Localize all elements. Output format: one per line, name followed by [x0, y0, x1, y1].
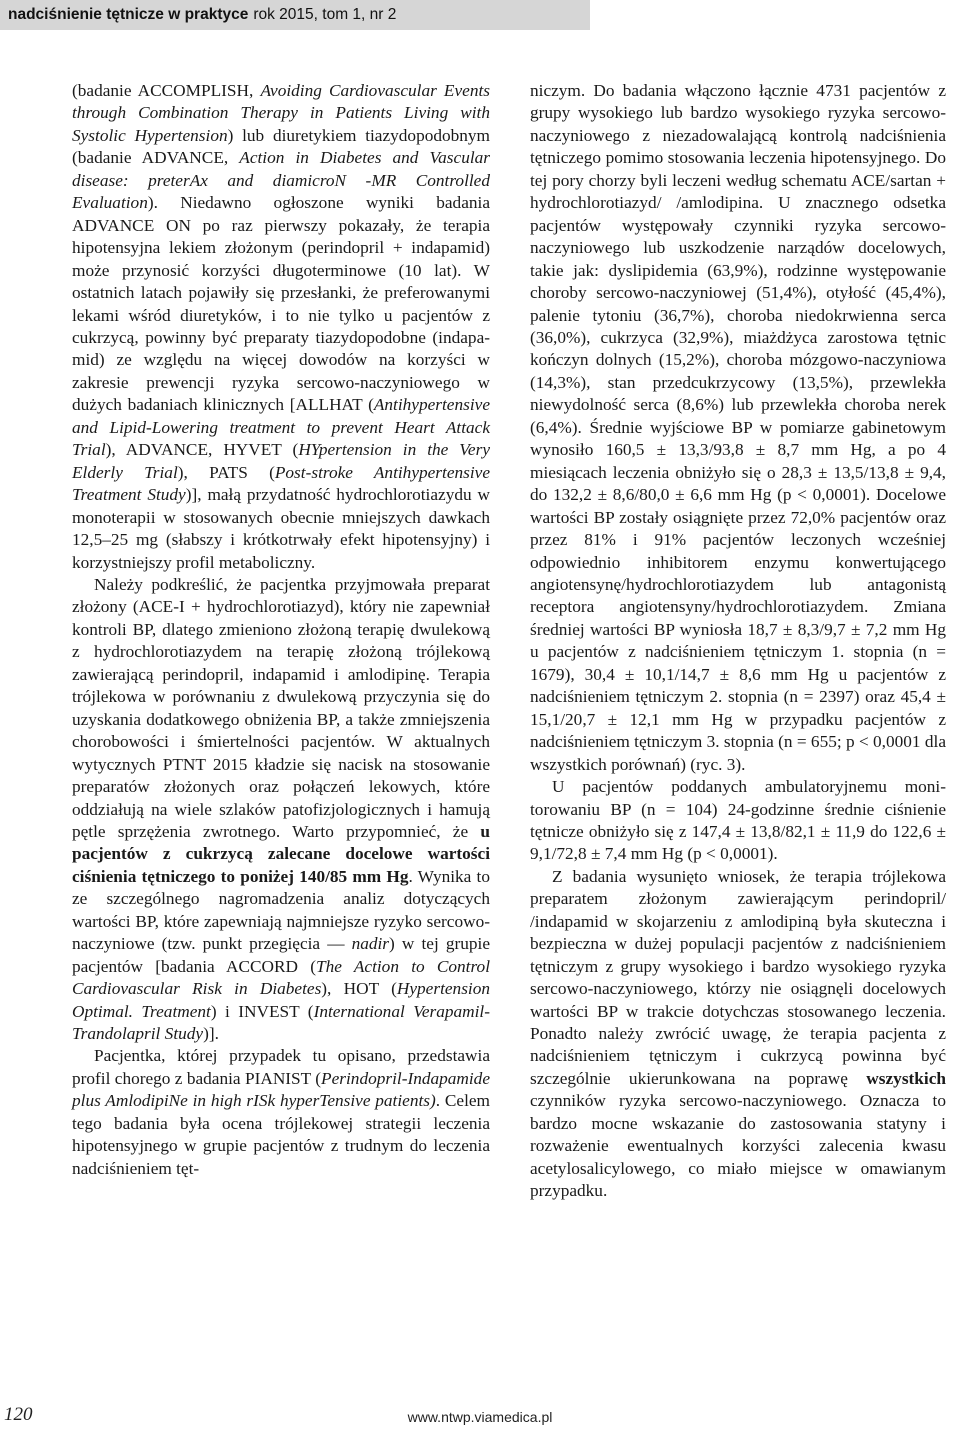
text-run: . Wynika to ze szczególnego nagromadzenia analiz dotyczących wartości BP, które zapewniają najmniejsze ryzyko sercowo-naczyniowe (tzw. punkt przegięcia — [72, 866, 490, 954]
paragraph [72, 574, 490, 1046]
text-run: )]. [203, 1024, 219, 1044]
text-run: ), PATS ( [177, 462, 275, 482]
bold-run: u pacjentów z cukrzycą zalecane docelowe wartości ciśnienia tętniczego to poniżej 140/85 mm Hg [72, 821, 490, 886]
issue-info: rok 2015, tom 1, nr 2 [253, 6, 397, 23]
italic-run: Action in Diabetes and Vascular disease: preterAx and diamicroN -MR Controlled Evaluation [72, 148, 491, 213]
text-run: ), HOT ( [321, 979, 397, 999]
paragraph [72, 1045, 490, 1180]
text-run: Z badania wysunięto wniosek, że terapia trójlekowa preparatem złożonym zawierającym perindopril/ /indapamid w skojarzeniu z amlodipiną była skuteczna i bezpieczna w dużej populacji pacjentów z nadciśnieniem tętniczym z grupy wysokiego i bardzo wysokiego ryzyka sercowo-naczyniowego, którzy nie osiągnęli docelowych wartości BP w trakcie dotychczas stosowanego leczenia. Ponadto należy zwrócić uwagę, że terapia pacjenta z nadciśnieniem tętniczym i cukrzycą powinna być szczególnie ukierunkowana na poprawę [530, 866, 946, 1088]
text-run: czynników ryzyka sercowo-naczyniowego. Oznacza to bardzo mocne wskazanie do zastosowania statyny i rozważenie ewentualnych korzyści zalecenia kwasu acetylosalicylowego, co miało miejsce w omawianym przypadku. [530, 1091, 946, 1201]
paragraph [72, 80, 490, 574]
italic-run: Hypertension Optimal. Treatment [72, 979, 490, 1021]
italic-run: The Action to Control Cardiovascular Risk in Diabetes [72, 956, 490, 999]
bold-run: wszystkich [866, 1068, 946, 1088]
text-run: ) lub diuretykiem tiazydopodobnym (badanie ADVANCE, [72, 125, 490, 168]
journal-title: nadciśnienie tętnicze w praktyce [8, 6, 249, 23]
italic-run: Antihypertensive and Lipid-Lowering treatment to prevent Heart Attack Trial [72, 395, 490, 460]
right-column [530, 80, 946, 1203]
paragraph: niczym. Do badania włączono łącznie 4731 pacjentów z grupy wysokiego lub bardzo wysokiego ryzyka sercowo-naczyniowego z niezadowalającą kontrolą nadciśnienia tętniczego pomimo stosowania leczenia hipotensyjnego. Do tej pory chorzy byli leczeni według schematu ACE/sartan + hydrochlorotiazyd/ /amlodipina. U znacznego odsetka pacjentów występowały czynniki ryzyka sercowo-naczyniowego lub uszkodzenie narządów docelowych, takie jak: dyslipidemia (63,9%), rodzinne występowanie choroby sercowo-naczyniowej (51,4%), otyłość (45,4%), palenie tytoniu (36,7%), choroba niedokrwienna serca (36,0%), cukrzyca (32,9%), miażdżyca zarostowa tętnic kończyn dolnych (15,2%), choroba mózgowo-naczyniowa (14,3%), stan przedcukrzycowy (13,5%), przewlekła niewydolność serca (8,6%) lub przewlekła choroba nerek (6,4%). Średnie wyjściowe BP w pomiarze gabinetowym wynosiło 160,5 ± 13,3/93,8 ± 8,7 mm Hg, a po 4 miesiącach leczenia obniżyło się o 28,3 ± 13,5/13,8 ± 9,4, do 132,2 ± 8,6/80,0 ± 6,6 mm Hg (p < 0,0001). Docelowe wartości BP zostały osiągnięte przez 72,0% pacjentów oraz przez 81% i 91% pacjentów leczonych wcześniej odpowiednio inhibitorem enzymu konwertującego angiotensynę/hydrochlorotiazydem lub antagonistą receptora angiotensyny/hydrochlorotiazydem. Zmiana średniej wartości BP wyniosła 18,7 ± 8,3/9,7 ± 7,2 mm Hg u pacjentów z nadciśnieniem tętniczym 1. stopnia (n = 1679), 30,4 ± 10,1/14,7 ± 8,6 mm Hg u pacjentów z nadciśnieniem tętniczym 2. stopnia (n = 2397) oraz 45,4 ± 15,1/20,7 ± 12,1 mm Hg w przypadku pacjentów z nadciśnieniem tętniczym 3. stopnia (n = 655; p < 0,0001 dla wszystkich porównań) (ryc. 3). [530, 81, 946, 774]
page-number: 120 [4, 1404, 33, 1425]
italic-run: HYpertension in the Very Elderly Trial [72, 440, 491, 482]
italic-run: Perindopril-Indapamide plus AmlodipiNe in high rISk hyperTensive patients) [72, 1068, 490, 1111]
italic-run: nadir [351, 934, 390, 954]
italic-run: International Verapamil-Trandolapril Study [72, 1001, 490, 1044]
italic-run: Avoiding Cardiovascular Events through Combination Therapy in Patients Living with Systolic Hypertension [72, 81, 490, 145]
text-run: . Celem tego badania była ocena trójlekowej strategii leczenia hipotensyjnego w grupie pacjentów z trudnym do leczenia nadciśnieniem tęt- [72, 1091, 490, 1178]
left-column [72, 80, 490, 1180]
text-run: ) i INVEST ( [210, 1001, 314, 1021]
italic-run: Post-stroke Antihypertensive Treatment Study [72, 462, 490, 505]
paragraph [530, 866, 946, 1203]
paragraph: U pacjentów poddanych ambulatoryjnemu monitorowaniu BP (n = 104) 24-godzinne średnie ciśnienie tętnicze obniżyło się z 147,4 ± 13,8/82,1 ± 11,9 do 122,6 ± 9,1/72,8 ± 7,4 mm Hg (p < 0,0001). [530, 777, 946, 864]
text-run: ), ADVANCE, HYVET ( [105, 440, 299, 460]
text-run: )], małą przydatność hydrochlorotiazydu w monoterapii w stosowanych obecnie mniejszych dawkach 12,5–25 mg (słabszy i krótkotrwały efekt hipotensyjny) i korzystniejszy profil metaboliczny. [72, 485, 490, 572]
text-run: (badanie ACCOMPLISH, [72, 81, 261, 100]
text-run: ) w tej grupie pacjentów [badania ACCORD ( [72, 934, 490, 976]
journal-url: www.ntwp.viamedica.pl [407, 1409, 553, 1425]
running-header [0, 0, 590, 30]
text-run: Należy podkreślić, że pacjentka przyjmowała preparat złożony (ACE-I + hydrochlorotiazyd), który nie zapewniał kontroli BP, dlatego zmieniono złożoną terapię dwulekową z hydrochlorotiazydem na terapię złożoną trójlekową zawierającą perindopril, indapamid i amlodipinę. Terapia trójlekowa w porównaniu z dwulekową przyczynia się do uzyskania dodatkowego obniżenia BP, a także zmniejszenia chorobowości i śmiertelności pacjentów. W aktualnych wytycznych PTNT 2015 kładzie się nacisk na stosowanie preparatów złożonych oraz połączeń lekowych, które oddziałują na wiele szlaków patofizjologicznych i hamują pętle sprzężenia zwrotnego. Warto przypomnieć, że [72, 574, 490, 841]
text-run: Pacjentka, której przypadek tu opisano, przedstawia profil chorego z badania PIANIST ( [72, 1046, 490, 1088]
text-run: ). Niedawno ogłoszone wyniki badania ADVANCE ON po raz pierwszy pokazały, że terapia hipotensyjna lekiem złożonym (perindopril + indapamid) może przynosić korzyści długoterminowe (10 lat). W ostatnich latach pojawiły się przesłanki, że preferowanymi lekami wśród diuretyków, i to nie tylko u pacjentów z cukrzycą, powinny być preparaty tiazydopodobne (indapamid) ze względu na więcej dowodów na korzyści w zakresie prewencji ryzyka sercowo-naczyniowego w dużych badaniach klinicznych [ALLHAT ( [72, 193, 490, 415]
